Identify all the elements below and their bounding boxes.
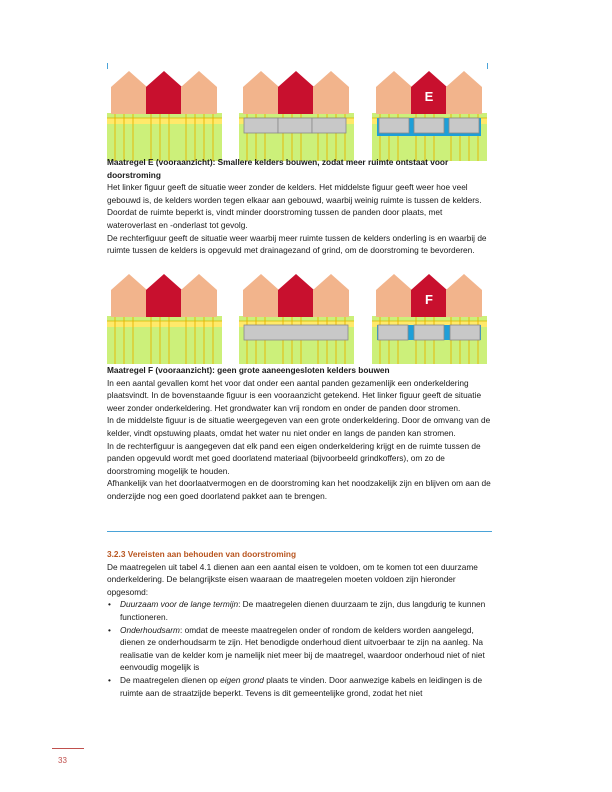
figure-e-right-tick (487, 63, 488, 69)
list-item-text: : omdat de meeste maatregelen onder of rondom de kelders worden aangelegd, dienen ze onderhoudsarm te zijn. Het benodigde onderhoud dient uitvoerbaar te zijn na aanleg. Na realisatie van de kelder kom je namelijk niet meer bij de maatregel, waardoor onderhoud niet of niet eenvoudig mogelijk is (120, 624, 485, 673)
house-right (313, 71, 349, 114)
list-item (107, 674, 492, 699)
figure-e-panel-2 (239, 69, 354, 161)
page-number-rule (52, 748, 84, 749)
list-item-text: : De maatregelen dienen duurzaam te zijn, dus langdurig te kunnen functioneren. (120, 599, 486, 622)
figure-e-panel-3 (372, 69, 487, 161)
list-item-term: Onderhoudsarm (120, 624, 180, 635)
measure-letter: E (424, 89, 434, 104)
figure-f-paragraph-4: Afhankelijk van het doorlaatvermogen en de doorstroming kan het noodzakelijk zijn en blijven om aan de onderzijde nog een goed doorlatend pakket aan te brengen. (107, 478, 491, 501)
house-left (111, 71, 147, 114)
house-center (278, 274, 314, 317)
house-right (181, 274, 217, 317)
figure-f-panel-2 (239, 272, 354, 364)
list-item (107, 598, 492, 623)
house-center (146, 71, 182, 114)
house-right (313, 274, 349, 317)
cellar (244, 325, 348, 340)
house-left (243, 274, 279, 317)
list-item-term: Duurzaam voor de lange termijn (120, 599, 239, 610)
section-3-2-3 (107, 548, 492, 699)
house-left (243, 71, 279, 114)
cellar (449, 118, 479, 133)
page-number: 33 (58, 756, 67, 765)
cellar (450, 325, 480, 340)
list-item-prefix: De maatregelen dienen op (120, 674, 221, 685)
figure-e-paragraph-1: Het linker figuur geeft de situatie weer zonder de kelders. Het middelste figuur geeft weer hoe veel gebouwd is, de kelders worden tegen elkaar aan gebouwd, waarbij weinig ruimte is tussen de kelders. Doordat de ruimte beperkt is, vindt minder doorstroming tussen de panden door plaats, met wateroverlast en -onderlast tot gevolg. (107, 182, 482, 230)
figure-f-text (107, 364, 492, 503)
figure-f (107, 272, 487, 364)
house-center (278, 71, 314, 114)
list-item (107, 624, 492, 674)
cellar (378, 325, 408, 340)
figure-e-panel-1 (107, 69, 222, 161)
house-center (146, 274, 182, 317)
house-left (376, 71, 412, 114)
house-left (376, 274, 412, 317)
figure-f-caption: Maatregel F (vooraanzicht): geen grote aaneengesloten kelders bouwen (107, 365, 390, 375)
requirements-list (107, 598, 492, 699)
figure-f-paragraph-1: In een aantal gevallen komt het voor dat onder een aantal panden gezamenlijk een onderkeldering plaatsvindt. In de bovenstaande figuur is een vooraanzicht getekend. Het linker figuur geeft de situatie weer zonder onderkeldering. Het grondwater kan vrij rondom en onder de panden door stromen. (107, 377, 482, 413)
measure-letter: F (425, 292, 433, 307)
house-right (181, 71, 217, 114)
figure-e-text (107, 156, 492, 257)
list-item-text: plaats te vinden. Door aanwezige kabels en leidingen is de ruimte aan de straatzijde beperkt. Tevens is dit gemeentelijke grond, zodat het niet (120, 674, 483, 698)
cellar (278, 118, 312, 133)
figure-f-panel-1 (107, 272, 222, 364)
figure-e-paragraph-2: De rechterfiguur geeft de situatie weer waarbij meer ruimte tussen de kelders onderling is en waarbij de ruimte tussen de kelders is opgevuld met drainagezand of grind, om de doorstroming te bevorderen. (107, 232, 487, 256)
cellar (244, 118, 278, 133)
cellar (414, 118, 444, 133)
section-rule (107, 531, 492, 532)
figure-e (107, 69, 487, 161)
figure-f-panel-3 (372, 272, 487, 364)
cellar (379, 118, 409, 133)
house-right (446, 71, 482, 114)
list-item-term: eigen grond (220, 674, 264, 685)
section-intro: De maatregelen uit tabel 4.1 dienen aan een aantal eisen te voldoen, om te komen tot een duurzame onderkeldering. De belangrijkste eisen waaraan de maatregelen moeten voldoen zijn hieronder opgesomd: (107, 561, 478, 597)
figure-e-caption: Maatregel E (vooraanzicht): Smallere kelders bouwen, zodat meer ruimte ontstaat voor doorstroming (107, 157, 449, 180)
section-heading: 3.2.3 Vereisten aan behouden van doorstroming (107, 549, 297, 559)
cellar (312, 118, 346, 133)
figure-f-paragraph-3: In de rechterfiguur is aangegeven dat elk pand een eigen onderkeldering krijgt en de ruimte tussen de panden opgevuld wordt met goed doorlatend materiaal (bijvoorbeeld grindkoffers), om zo de doorstroming mogelijk te houden. (107, 440, 481, 476)
cellar (414, 325, 444, 340)
house-right (446, 274, 482, 317)
house-left (111, 274, 147, 317)
figure-f-paragraph-2: In de middelste figuur is de situatie weergegeven van een grote onderkeldering. Door de omvang van de kelder, vindt opstuwing plaats, omdat het water nu niet onder en langs de panden kan stromen. (107, 415, 491, 438)
